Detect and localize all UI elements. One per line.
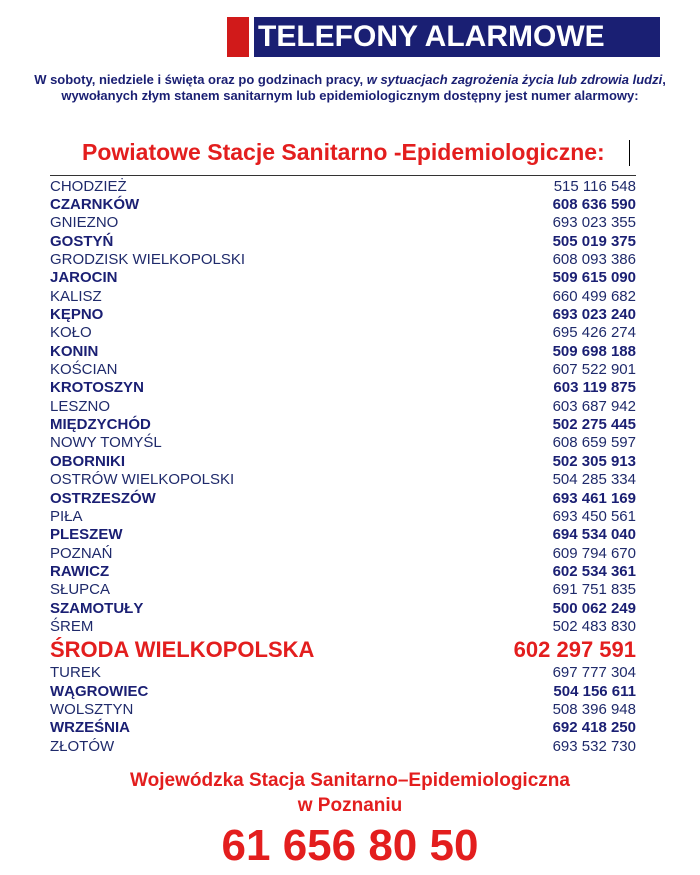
station-list (50, 177, 636, 755)
station-phone: 509 698 188 (552, 342, 636, 360)
station-phone: 505 019 375 (552, 232, 636, 250)
station-row (50, 195, 636, 213)
intro-text (30, 72, 670, 104)
page-title: TELEFONY ALARMOWE (254, 17, 660, 57)
station-row (50, 305, 636, 323)
station-name: NOWY TOMYŚL (50, 434, 162, 452)
station-row (50, 415, 636, 433)
station-name: OBORNIKI (50, 452, 125, 470)
station-name: RAWICZ (50, 562, 110, 580)
station-row (50, 471, 636, 489)
station-name: SŁUPCA (50, 581, 111, 599)
station-row (50, 599, 636, 617)
station-phone: 502 275 445 (552, 416, 636, 434)
station-row (50, 360, 636, 378)
station-phone: 693 532 730 (552, 737, 636, 755)
intro-part-1: W soboty, niedziele i święta oraz po godzinach pracy, (34, 72, 367, 87)
station-name: PLESZEW (50, 526, 123, 544)
text-cursor (629, 140, 630, 166)
station-row (50, 287, 636, 305)
station-phone: 608 093 386 (552, 251, 636, 269)
station-row (50, 489, 636, 507)
station-name: CZARNKÓW (50, 196, 140, 214)
station-name: ŚREM (50, 617, 94, 635)
station-phone: 692 418 250 (552, 719, 636, 737)
station-row (50, 544, 636, 562)
main-phone-number: 61 656 80 50 (221, 821, 479, 870)
station-name: GOSTYŃ (50, 232, 114, 250)
station-phone: 504 285 334 (552, 471, 636, 489)
station-phone: 608 659 597 (552, 434, 636, 452)
station-phone: 508 396 948 (552, 700, 636, 718)
footer-title-line-1: Wojewódzka Stacja Sanitarno–Epidemiologiczna (130, 770, 570, 791)
station-row (50, 342, 636, 360)
station-row (50, 719, 636, 737)
station-row (50, 581, 636, 599)
station-phone: 602 297 591 (513, 636, 636, 662)
station-row (50, 232, 636, 250)
station-name: SZAMOTUŁY (50, 599, 144, 617)
station-phone: 504 156 611 (553, 682, 636, 700)
station-name: KOŚCIAN (50, 361, 118, 379)
station-row (50, 250, 636, 268)
station-row (50, 526, 636, 544)
station-phone: 603 119 875 (553, 379, 636, 397)
station-name: OSTRÓW WIELKOPOLSKI (50, 471, 235, 489)
station-phone: 694 534 040 (552, 526, 636, 544)
station-phone: 693 023 240 (552, 306, 636, 324)
station-name: JAROCIN (50, 269, 118, 287)
station-name: KONIN (50, 342, 99, 360)
station-name: ZŁOTÓW (50, 737, 115, 755)
station-name: WOLSZTYN (50, 700, 134, 718)
header-banner (227, 17, 660, 57)
station-name: WĄGROWIEC (50, 682, 149, 700)
station-phone: 609 794 670 (552, 544, 636, 562)
station-row (50, 177, 636, 195)
station-row (50, 214, 636, 232)
station-phone: 695 426 274 (552, 324, 636, 342)
station-row (50, 737, 636, 755)
intro-part-italic: w sytuacjach zagrożenia życia lub zdrowia ludzi (366, 72, 663, 87)
station-name: PIŁA (50, 507, 83, 525)
station-phone: 608 636 590 (552, 196, 636, 214)
station-row (50, 324, 636, 342)
station-name: KOŁO (50, 324, 92, 342)
station-name: ŚRODA WIELKOPOLSKA (50, 636, 315, 662)
station-row (50, 700, 636, 718)
station-phone: 693 450 561 (552, 507, 636, 525)
divider (50, 175, 636, 176)
station-name: GRODZISK WIELKOPOLSKI (50, 251, 246, 269)
section-title: Powiatowe Stacje Sanitarno -Epidemiologiczne: (82, 139, 605, 165)
station-row (50, 562, 636, 580)
station-row (50, 617, 636, 635)
station-name: OSTRZESZÓW (50, 489, 156, 507)
station-phone: 509 615 090 (552, 269, 636, 287)
red-accent-block (227, 17, 249, 57)
station-phone: 607 522 901 (552, 361, 636, 379)
station-row (50, 452, 636, 470)
station-phone: 603 687 942 (552, 397, 636, 415)
station-row (50, 269, 636, 287)
station-name: MIĘDZYCHÓD (50, 416, 151, 434)
station-phone: 660 499 682 (552, 287, 636, 305)
station-phone: 602 534 361 (552, 562, 636, 580)
station-row (50, 664, 636, 682)
footer-title-line-2: w Poznaniu (297, 795, 403, 816)
station-phone: 502 305 913 (552, 452, 636, 470)
station-phone: 502 483 830 (552, 617, 636, 635)
station-row (50, 507, 636, 525)
station-row (50, 682, 636, 700)
station-row (50, 434, 636, 452)
station-phone: 691 751 835 (552, 581, 636, 599)
station-phone: 697 777 304 (552, 664, 636, 682)
station-phone: 515 116 548 (553, 177, 636, 195)
station-phone: 500 062 249 (552, 599, 636, 617)
station-phone: 693 023 355 (552, 214, 636, 232)
station-phone: 693 461 169 (552, 489, 636, 507)
station-name: KĘPNO (50, 306, 104, 324)
intro-part-3: , wywołanych złym stanem sanitarnym lub epidemiologicznym dostępny jest numer alarmowy: (61, 72, 666, 103)
station-name: TUREK (50, 664, 101, 682)
station-name: WRZEŚNIA (50, 719, 130, 737)
station-row (50, 397, 636, 415)
station-name: CHODZIEŻ (50, 177, 127, 195)
station-row (50, 379, 636, 397)
station-name: KROTOSZYN (50, 379, 144, 397)
station-name: KALISZ (50, 287, 102, 305)
station-name: LESZNO (50, 397, 111, 415)
station-name: GNIEZNO (50, 214, 119, 232)
station-row (50, 636, 636, 664)
station-name: POZNAŃ (50, 544, 113, 562)
